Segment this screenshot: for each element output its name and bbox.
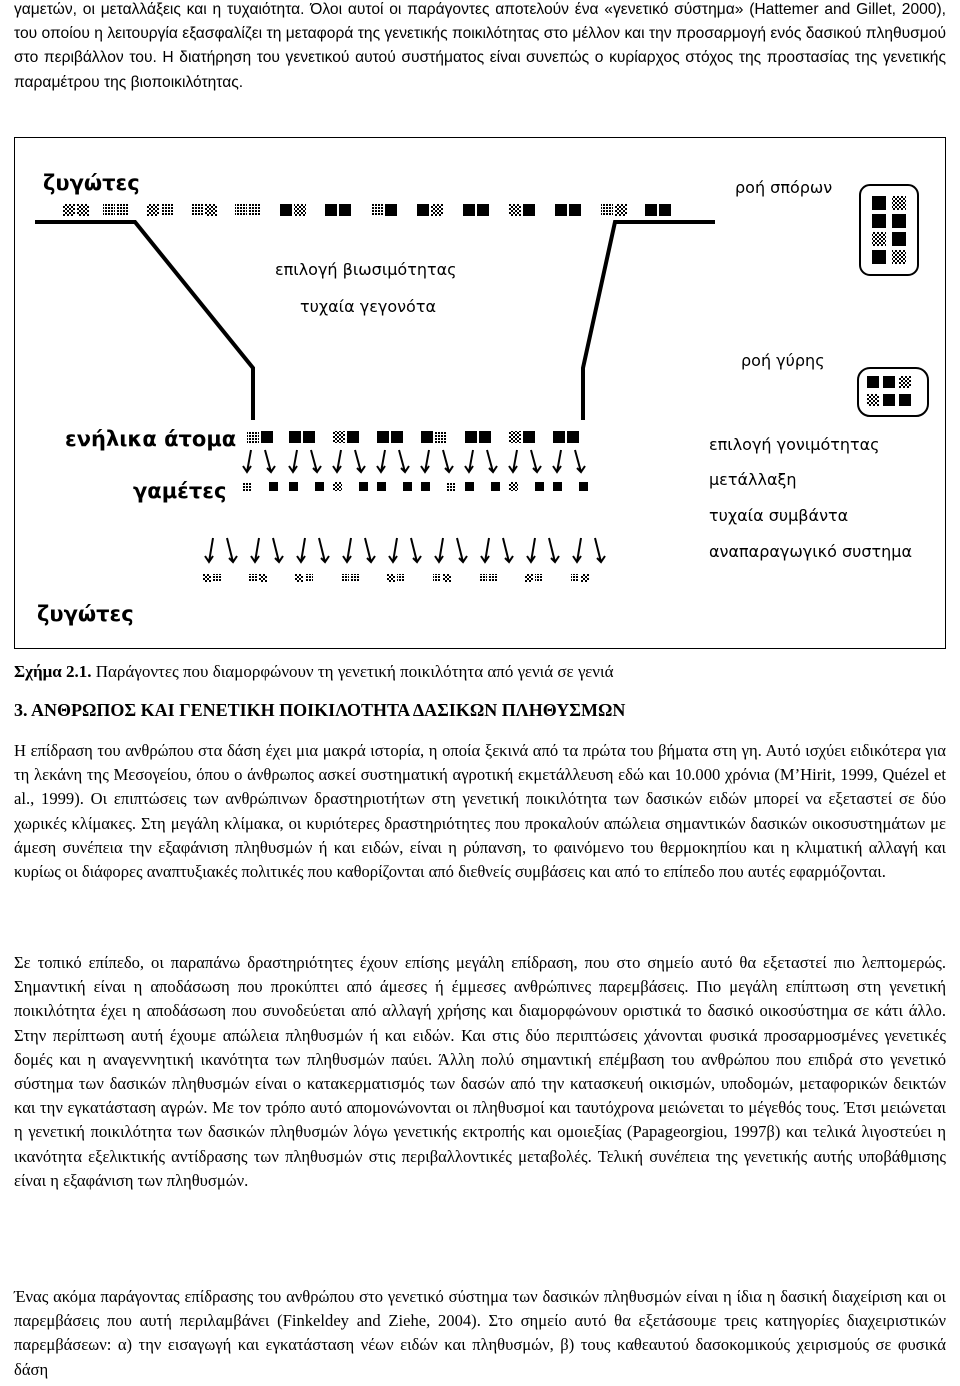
label-adults: ενήλικα άτομα <box>65 427 237 451</box>
caption-text: Παράγοντες που διαμορφώνουν τη γενετική ποικιλότητα από γενιά σε γενιά <box>95 662 614 681</box>
zygote-row-top <box>63 204 671 216</box>
label-seed-flow: ροή σπόρων <box>735 178 833 197</box>
gamete-row <box>243 482 588 491</box>
label-random-events: τυχαία γεγονότα <box>300 297 437 316</box>
zygote-row-bottom <box>203 574 589 582</box>
intro-paragraph: γαμετών, οι μεταλλάξεις και η τυχαιότητα. Όλοι αυτοί οι παράγοντες αποτελούν ένα «γενετικό σύστημα» (Hattemer and Gillet, 2000), του οποίου η λειτουργία εξασφαλίζει τη μεταφορά της γενετικής ποικιλότητας στο μέλλον και την προσαρμογή ενός δασικού πληθυσμού στο περιβάλλον του. Η διατήρηση του γενετικού αυτού συστήματος είναι συνεπώς ο κυρίαρχος στόχος της προστασίας της γενετικής παραμέτρου της βιοποικιλότητας. <box>14 1 946 91</box>
label-gametes: γαμέτες <box>133 479 227 503</box>
label-fertility-selection: επιλογή γονιμότητας <box>709 435 880 454</box>
caption-label: Σχήμα 2.1. <box>14 662 92 681</box>
body-paragraph-1: Η επίδραση του ανθρώπου στα δάση έχει μια μακρά ιστορία, η οποία ξεκινά από τα πρώτα του βήματα στη γη. Αυτό ισχύει ειδικότερα για τη λεκάνη της Μεσογείου, όπου ο άνθρωπος ασκεί συστηματική αγροτική εκμετάλλευση εδώ και 10.000 χρόνια (M’Hirit, 1999, Quézel et al., 1999). Οι επιπτώσεις των ανθρώπινων δραστηριοτήτων στη γενετική ποικιλότητα των δασικών ειδών μπορεί να εξεταστεί σε δύο χωρικές κλίμακες. Στη μεγάλη κλίμακα, οι κυριότερες δραστηριότητες που προκαλούν απώλεια σημαντικών δασικών οικοσυστημάτων με άμεση συνέπεια την εξαφάνιση πληθυσμών ή και ειδών, είναι η ρύπανση, το φαινόμενο του θερμοκηπίου και η κλιματική αλλαγή και κυρίως οι διάφορες αναπτυξιακές πολιτικές που καθορίζονται από διεθνείς συμβάσεις και από το επίπεδο που αυτές εφαρμόζονται. <box>14 741 946 882</box>
label-mutation: μετάλλαξη <box>709 470 797 489</box>
pollen-flow-box <box>858 368 928 416</box>
adult-row <box>247 431 579 443</box>
genetic-system-figure <box>14 137 946 649</box>
seed-flow-box <box>860 185 918 275</box>
gamete-arrows <box>243 450 585 472</box>
label-random-mating: τυχαία συμβάντα <box>709 506 849 525</box>
body-paragraph-3: Ένας ακόμα παράγοντας επίδρασης του ανθρώπου στο γενετικό σύστημα των δασικών πληθυσμών είναι η ίδια η δασική διαχείριση και οι παρεμβάσεις που αυτή περιλαμβάνει (Finkeldey and Ziehe, 2004). Στο σημείο αυτό θα εξετάσουμε τρεις κατηγορίες διαχειριστικών παρεμβάσεων: α) την εισαγωγή και εγκατάσταση νέων ειδών και πληθυσμών, β) τους καθεαυτού δασοκομικούς χειρισμούς σε φυσικά δάση <box>14 1287 946 1379</box>
label-zygotes-top: ζυγώτες <box>43 171 140 195</box>
figure-caption <box>14 662 613 682</box>
label-reproductive-system: αναπαραγωγικό συστημα <box>709 542 913 561</box>
label-viability-selection: επιλογή βιωσιμότητας <box>275 260 457 279</box>
label-zygotes-bottom: ζυγώτες <box>37 602 134 626</box>
section-heading: 3. ΑΝΘΡΩΠΟΣ ΚΑΙ ΓΕΝΕΤΙΚΗ ΠΟΙΚΙΛΟΤΗΤΑ ΔΑΣΙΚΩΝ ΠΛΗΘΥΣΜΩΝ <box>14 700 626 720</box>
zygote-arrows <box>205 538 605 562</box>
body-paragraph-2: Σε τοπικό επίπεδο, οι παραπάνω δραστηριότητες έχουν επίσης μεγάλη επίδραση, που στο σημείο αυτό θα εξεταστεί πιο λεπτομερώς. Σημαντική είναι η αποδάσωση που προκύπτει από άμεσες ή έμμεσες ανθρώπινες παρεμβάσεις. Πιο μεγάλη επίπτωση στη γενετική ποικιλότητα έχει η αποδάσωση που συνοδεύεται από αλλαγή χρήσης και διαμορφώνουν οριστικά το δασικό οικοσύστημα σε κάτι άλλο. Στην περίπτωση αυτή έχουμε απώλεια πληθυσμών ή και ειδών. Και στις δύο περιπτώσεις χάνονται φυσικά προσαρμοσμένες γενετικές δομές και η αναγεννητική ικανότητα των πληθυσμών παύει. Άλλη πολύ σημαντική επέμβαση του ανθρώπου που επιδρά στο γενετικό σύστημα των δασικών πληθυσμών είναι ο κατακερματισμός των δασών από την κατασκευή οικισμών, υποδομών, μεταφορικών δεικτών και την εγκατάσταση αγρών. Με τον τρόπο αυτό απομονώνονται οι πληθυσμοί και ταυτόχρονα μειώνεται το μέγεθός τους. Έτσι μειώνεται η γενετική ποικιλότητα των δασικών πληθυσμών λόγω γενετικής εκτροπής και ομοιεξίας (Papageorgiou, 1997β) και τελικά λιγοστεύει η ικανότητα εξελικτικής αντίδρασης των πληθυσμών στις περιβαλλοντικές μεταβολές. Τελική συνέπεια της γενετικής αυτής υποβάθμισης είναι η εξαφάνιση των πληθυσμών. <box>14 953 946 1190</box>
label-pollen-flow: ροή γύρης <box>741 351 825 370</box>
funnel-lines <box>35 222 715 420</box>
